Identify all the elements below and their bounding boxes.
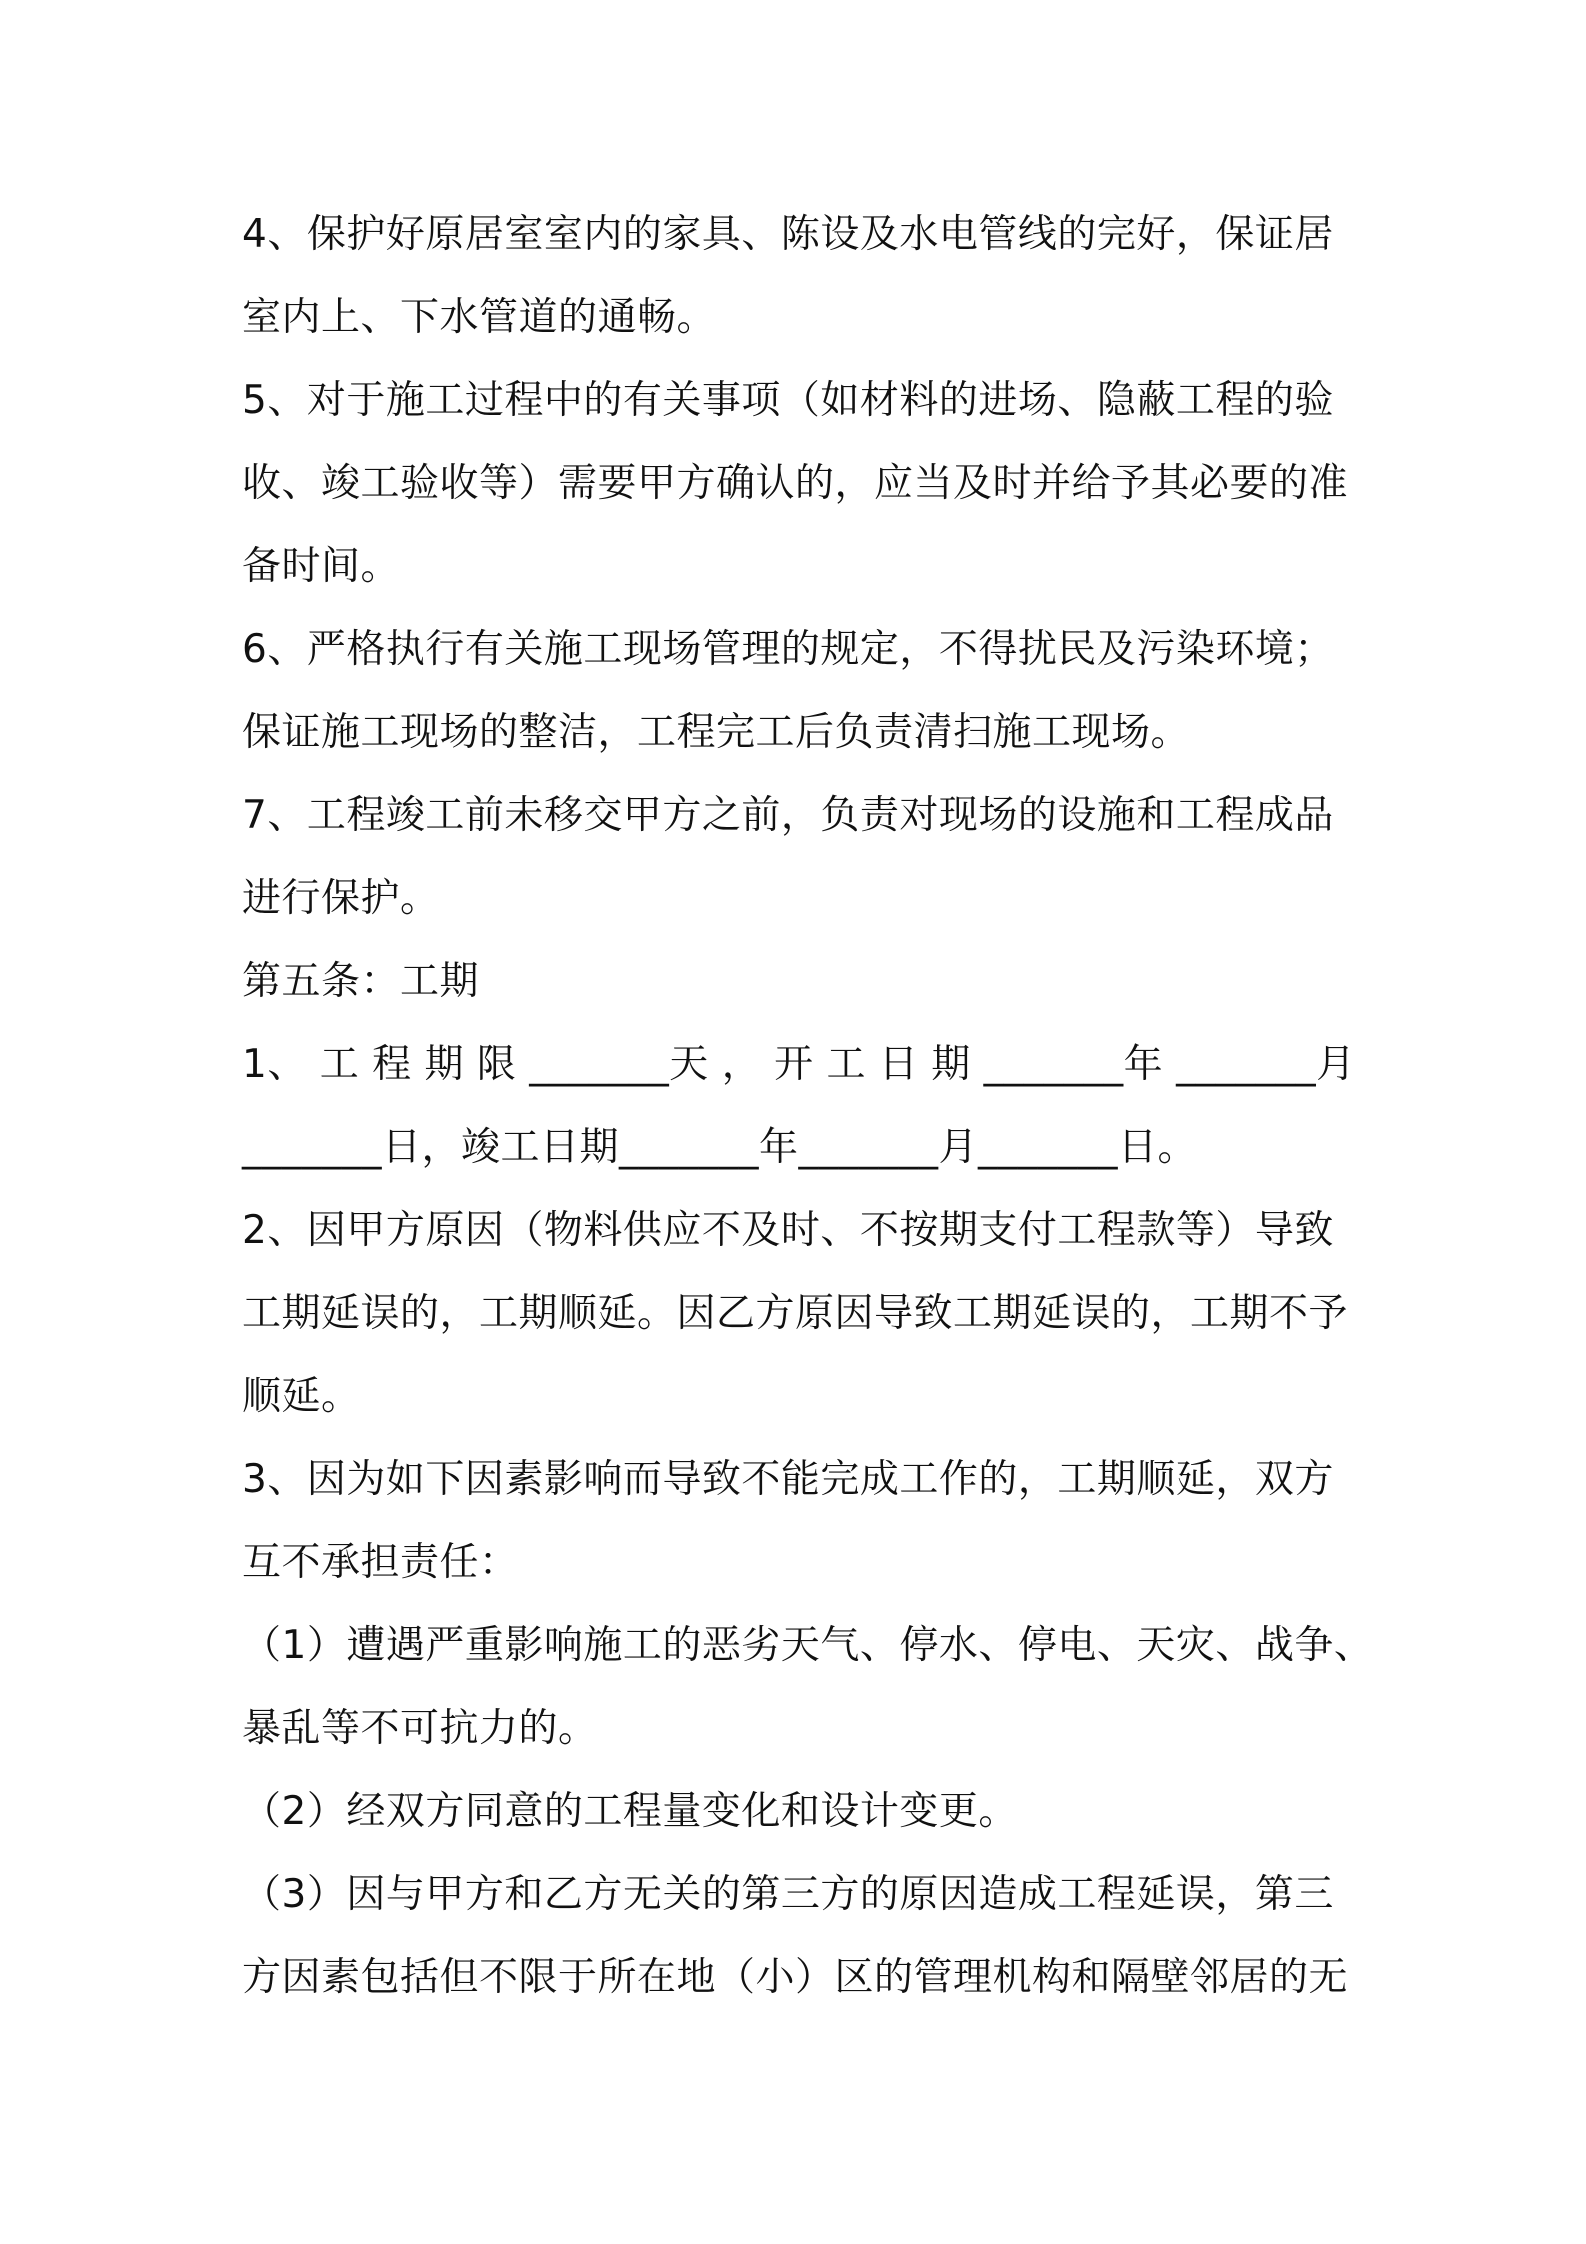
text-line: 4、保护好原居室室内的家具、陈设及水电管线的完好，保证居 — [242, 212, 1334, 257]
text-line: 暴乱等不可抗力的。 — [242, 1706, 598, 1751]
text-line: （3）因与甲方和乙方无关的第三方的原因造成工程延误，第三 — [242, 1872, 1334, 1917]
text-line: 5、对于施工过程中的有关事项（如材料的进场、隐蔽工程的验 — [242, 378, 1334, 423]
text-line: 进行保护。 — [242, 876, 440, 921]
text-line: 备时间。 — [242, 544, 401, 589]
text-line: （1）遭遇严重影响施工的恶劣天气、停水、停电、天灾、战争、 — [242, 1623, 1374, 1668]
document-body — [242, 193, 1374, 2019]
text-line: 6、严格执行有关施工现场管理的规定，不得扰民及污染环境； — [242, 627, 1334, 672]
text-line: 顺延。 — [242, 1374, 361, 1419]
text-line: _______日，竣工日期_______年_______月_______日。 — [242, 1125, 1198, 1170]
section-heading: 第五条：工期 — [242, 959, 480, 1004]
text-line: 室内上、下水管道的通畅。 — [242, 295, 717, 340]
text-line: 1、 工 程 期 限 _______天 ， 开 工 日 期 _______年 _______月 — [242, 1042, 1356, 1087]
text-line: 方因素包括但不限于所在地（小）区的管理机构和隔壁邻居的无 — [242, 1955, 1349, 2000]
text-line: 工期延误的，工期顺延。因乙方原因导致工期延误的，工期不予 — [242, 1291, 1349, 1336]
text-line: 保证施工现场的整洁，工程完工后负责清扫施工现场。 — [242, 710, 1191, 755]
text-line: 3、因为如下因素影响而导致不能完成工作的，工期顺延，双方 — [242, 1457, 1334, 1502]
text-line: 2、因甲方原因（物料供应不及时、不按期支付工程款等）导致 — [242, 1208, 1334, 1253]
text-line: （2）经双方同意的工程量变化和设计变更。 — [242, 1789, 1018, 1834]
text-line: 7、工程竣工前未移交甲方之前，负责对现场的设施和工程成品 — [242, 793, 1334, 838]
text-line: 收、竣工验收等）需要甲方确认的，应当及时并给予其必要的准 — [242, 461, 1349, 506]
text-line: 互不承担责任： — [242, 1540, 519, 1585]
